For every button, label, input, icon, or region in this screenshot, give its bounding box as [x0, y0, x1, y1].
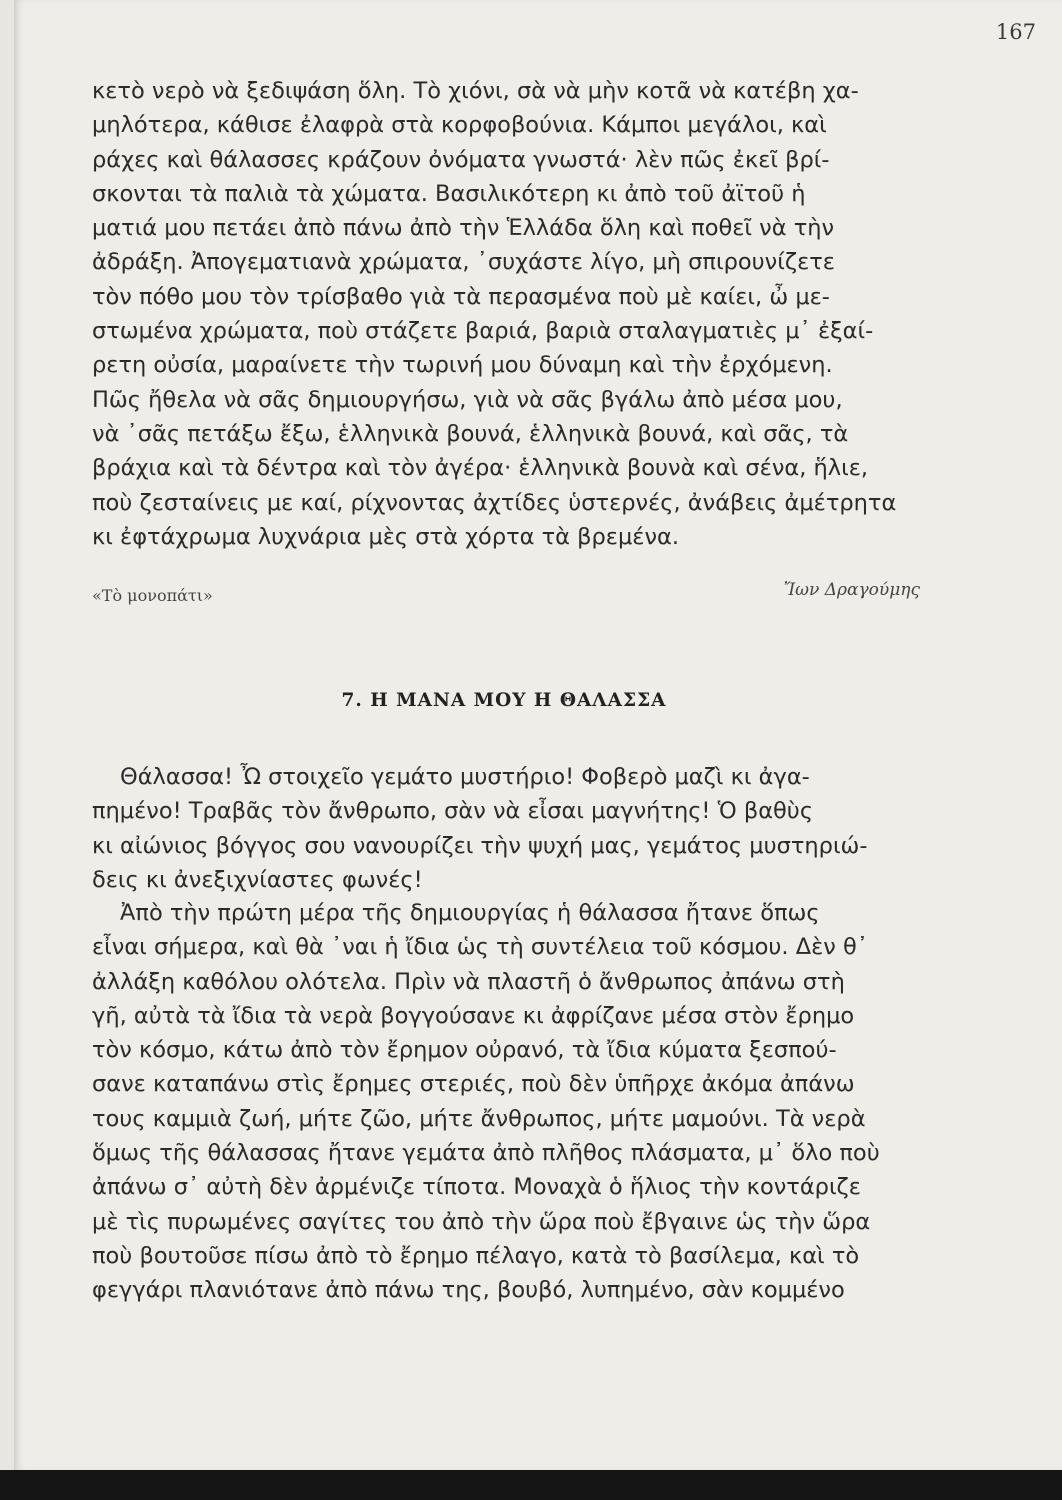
section-paragraph-1 — [92, 760, 922, 897]
text-line: Ἀπὸ τὴν πρώτη μέρα τῆς δημιουργίας ἡ θάλασσα ἤτανε ὅπως — [120, 900, 820, 926]
text-line: ἀπάνω σ᾽ αὐτὴ δὲν ἀρμένιζε τίποτα. Μοναχὰ ὁ ἥλιος τὴν κοντάριζε — [92, 1174, 861, 1201]
book-page — [14, 0, 1062, 1470]
text-line: τὸν κόσμο, κάτω ἀπὸ τὸν ἔρημον οὐρανό, τὰ ἴδια κύματα ξεσπού- — [92, 1037, 837, 1064]
text-line: Πῶς ἤθελα νὰ σᾶς δημιουργήσω, γιὰ νὰ σᾶς βγάλω ἀπὸ μέσα μου, — [92, 386, 843, 413]
text-line: ποὺ βουτοῦσε πίσω ἀπὸ τὸ ἔρημο πέλαγο, κατὰ τὸ βασίλεμα, καὶ τὸ — [92, 1242, 860, 1269]
text-line: κι αἰώνιος βόγγος σου νανουρίζει τὴν ψυχή μας, γεμάτος μυστηριώ- — [92, 832, 868, 859]
prose-passage — [92, 74, 922, 554]
text-line: ὅμως τῆς θάλασσας ἤτανε γεμάτα ἀπὸ πλῆθος πλάσματα, μ᾽ ὅλο ποὺ — [92, 1140, 880, 1167]
text-line: σκονται τὰ παλιὰ τὰ χώματα. Βασιλικότερη κι ἀπὸ τοῦ ἀϊτοῦ ἡ — [92, 180, 806, 207]
text-line: δεις κι ἀνεξιχνίαστες φωνές! — [92, 866, 423, 893]
text-line: μὲ τὶς πυρωμένες σαγίτες του ἀπὸ τὴν ὥρα ποὺ ἔβγαινε ὡς τὴν ὥρα — [92, 1208, 871, 1235]
text-line: ματιά μου πετάει ἀπὸ πάνω ἀπὸ τὴν Ἑλλάδα ὅλη καὶ ποθεῖ νὰ τὴν — [92, 215, 835, 242]
section-heading: 7. Η ΜΑΝΑ ΜΟΥ Η ΘΑΛΑΣΣΑ — [341, 690, 667, 711]
text-line: ράχες καὶ θάλασσες κράζουν ὀνόματα γνωστά· λὲν πῶς ἐκεῖ βρί- — [92, 146, 830, 173]
text-line: φεγγάρι πλανιότανε ἀπὸ πάνω της, βουβό, λυπημένο, σὰν κομμένο — [92, 1277, 845, 1304]
text-line: βράχια καὶ τὰ δέντρα καὶ τὸν ἀγέρα· ἑλληνικὰ βουνὰ καὶ σένα, ἥλιε, — [92, 455, 869, 482]
text-line: ἀλλάξη καθόλου ολότελα. Πρὶν νὰ πλαστῆ ὁ ἄνθρωπος ἀπάνω στὴ — [92, 968, 845, 995]
scanner-edge — [0, 1470, 1062, 1500]
text-line: μηλότερα, κάθισε ἐλαφρὰ στὰ κορφοβούνια. Κάμποι μεγάλοι, καὶ — [92, 112, 827, 139]
source-title: «Τὸ μονοπάτι» — [92, 586, 213, 605]
text-line: ποὺ ζεσταίνεις με καί, ρίχνοντας ἀχτίδες ὑστερνές, ἀνάβεις ἀμέτρητα — [92, 489, 897, 516]
text-line: στωμένα χρώματα, ποὺ στάζετε βαριά, βαριὰ σταλαγματιὲς μ᾽ ἐξαί- — [92, 318, 874, 345]
text-line: γῆ, αὐτὰ τὰ ἴδια τὰ νερὰ βογγούσανε κι ἀφρίζανε μέσα στὸν ἔρημο — [92, 1002, 855, 1029]
text-line: κι ἐφτάχρωμα λυχνάρια μὲς στὰ χόρτα τὰ βρεμένα. — [92, 523, 679, 550]
section-paragraph-2 — [92, 896, 922, 1308]
text-line: πημένο! Τραβᾶς τὸν ἄνθρωπο, σὰν νὰ εἶσαι μαγνήτης! Ὁ βαθὺς — [92, 798, 814, 825]
text-line: Θάλασσα! Ὦ στοιχεῖο γεμάτο μυστήριο! Φοβερὸ μαζὶ κι ἀγα- — [120, 764, 810, 790]
text-line: τὸν πόθο μου τὸν τρίσβαθο γιὰ τὰ περασμένα ποὺ μὲ καίει, ὦ με- — [92, 283, 830, 310]
text-line: ἀδράξη. Ἀπογεματιανὰ χρώματα, ᾽συχάστε λίγο, μὴ σπιρουνίζετε — [92, 249, 835, 276]
text-line: τους καμμιὰ ζωή, μήτε ζῶο, μήτε ἄνθρωπος, μήτε μαμούνι. Τὰ νερὰ — [92, 1105, 866, 1132]
text-line: σανε καταπάνω στὶς ἔρημες στεριές, ποὺ δὲν ὑπῆρχε ἀκόμα ἀπάνω — [92, 1071, 855, 1098]
text-line: ρετη οὐσία, μαραίνετε τὴν τωρινή μου δύναμη καὶ τὴν ἐρχόμενη. — [92, 352, 833, 379]
text-line: νὰ ᾽σᾶς πετάξω ἔξω, ἑλληνικὰ βουνά, ἑλληνικὰ βουνά, καὶ σᾶς, τὰ — [92, 420, 849, 447]
source-author: Ἴων Δραγούμης — [783, 580, 920, 600]
page-number: 167 — [995, 20, 1036, 44]
text-line: εἶναι σήμερα, καὶ θὰ ᾽ναι ἡ ἴδια ὡς τὴ συντέλεια τοῦ κόσμου. Δὲν θ᾽ — [92, 934, 869, 961]
text-line: κετὸ νερὸ νὰ ξεδιψάση ὅλη. Τὸ χιόνι, σὰ νὰ μὴν κοτᾶ νὰ κατέβη χα- — [92, 78, 859, 104]
